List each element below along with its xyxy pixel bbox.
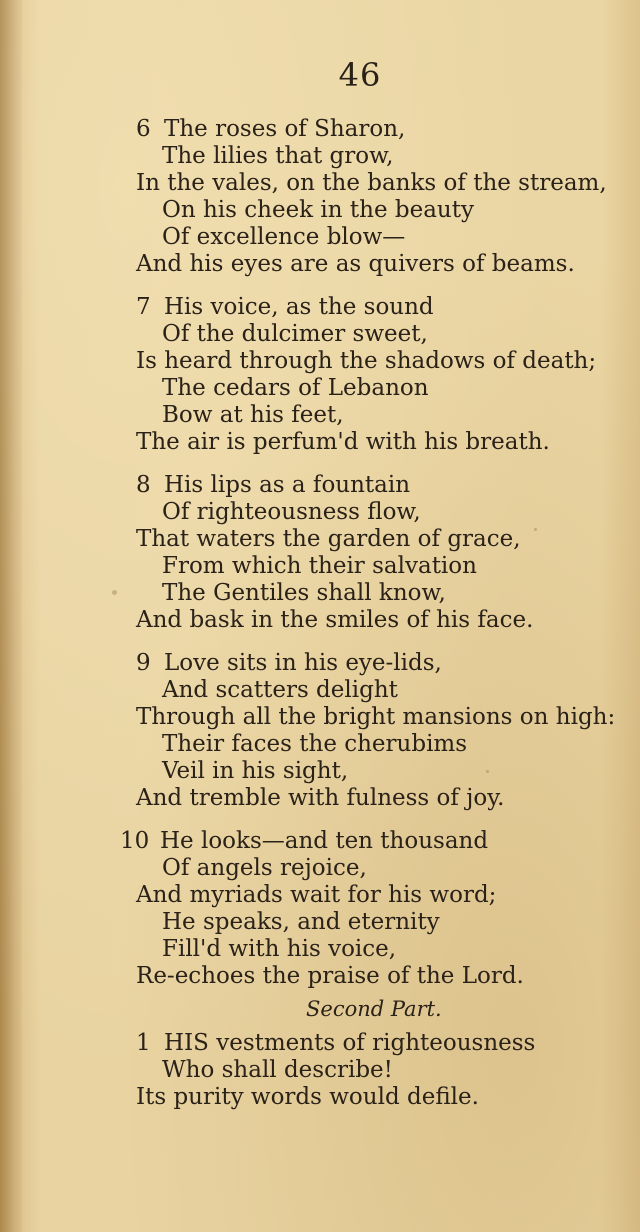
verse-line: In the vales, on the banks of the stream, <box>136 170 607 196</box>
verse-line: The Gentiles shall know, <box>162 580 446 606</box>
verse-line: Of righteousness flow, <box>162 499 421 525</box>
verse-line: Of excellence blow— <box>162 224 406 250</box>
verse-line: His lips as a fountain <box>164 472 411 498</box>
verse-line: And his eyes are as quivers of beams. <box>136 251 575 277</box>
verse-number: 6 <box>136 116 151 142</box>
verse-line: Through all the bright mansions on high: <box>136 704 616 730</box>
page-number: 46 <box>338 56 382 94</box>
verse-line: From which their salvation <box>162 553 477 579</box>
verse-number: 9 <box>136 650 151 676</box>
verse-line: Their faces the cherubims <box>162 731 468 757</box>
verse-line: Bow at his feet, <box>162 402 344 428</box>
verse-line: Of angels rejoice, <box>162 855 367 881</box>
verse-line: Veil in his sight, <box>162 758 349 784</box>
verse-line: On his cheek in the beauty <box>162 197 474 223</box>
verse-line: Fill'd with his voice, <box>162 936 397 962</box>
verse-line: Love sits in his eye-lids, <box>164 650 442 676</box>
verse-number: 8 <box>136 472 151 498</box>
verse-line: The air is perfum'd with his breath. <box>136 429 550 455</box>
paper-spot <box>486 770 489 773</box>
verse-line: Who shall describe! <box>162 1057 393 1083</box>
verse-line: He looks—and ten thousand <box>160 828 489 854</box>
page-binding-edge <box>0 0 22 1232</box>
verse-line: And bask in the smiles of his face. <box>136 607 534 633</box>
verse-line: And myriads wait for his word; <box>136 882 497 908</box>
verse-line: Its purity words would defile. <box>136 1084 479 1110</box>
verse-line: The roses of Sharon, <box>164 116 406 142</box>
verse-line: That waters the garden of grace, <box>136 526 521 552</box>
verse-line: Is heard through the shadows of death; <box>136 348 597 374</box>
verse-line: His voice, as the sound <box>164 294 434 320</box>
paper-spot <box>534 528 537 531</box>
verse-number: 7 <box>136 294 151 320</box>
verse-line: Re-echoes the praise of the Lord. <box>136 963 524 989</box>
verse-line: HIS vestments of righteousness <box>164 1030 536 1056</box>
verse-line: Of the dulcimer sweet, <box>162 321 428 347</box>
verse-line: The lilies that grow, <box>162 143 394 169</box>
verse-number: 10 <box>120 828 150 854</box>
verse-line: And scatters delight <box>162 677 398 703</box>
section-heading: Second Part. <box>306 997 442 1021</box>
paper-spot <box>112 590 117 595</box>
verse-line: And tremble with fulness of joy. <box>136 785 505 811</box>
verse-line: The cedars of Lebanon <box>162 375 429 401</box>
verse-line: He speaks, and eternity <box>162 909 440 935</box>
verse-number: 1 <box>136 1030 151 1056</box>
